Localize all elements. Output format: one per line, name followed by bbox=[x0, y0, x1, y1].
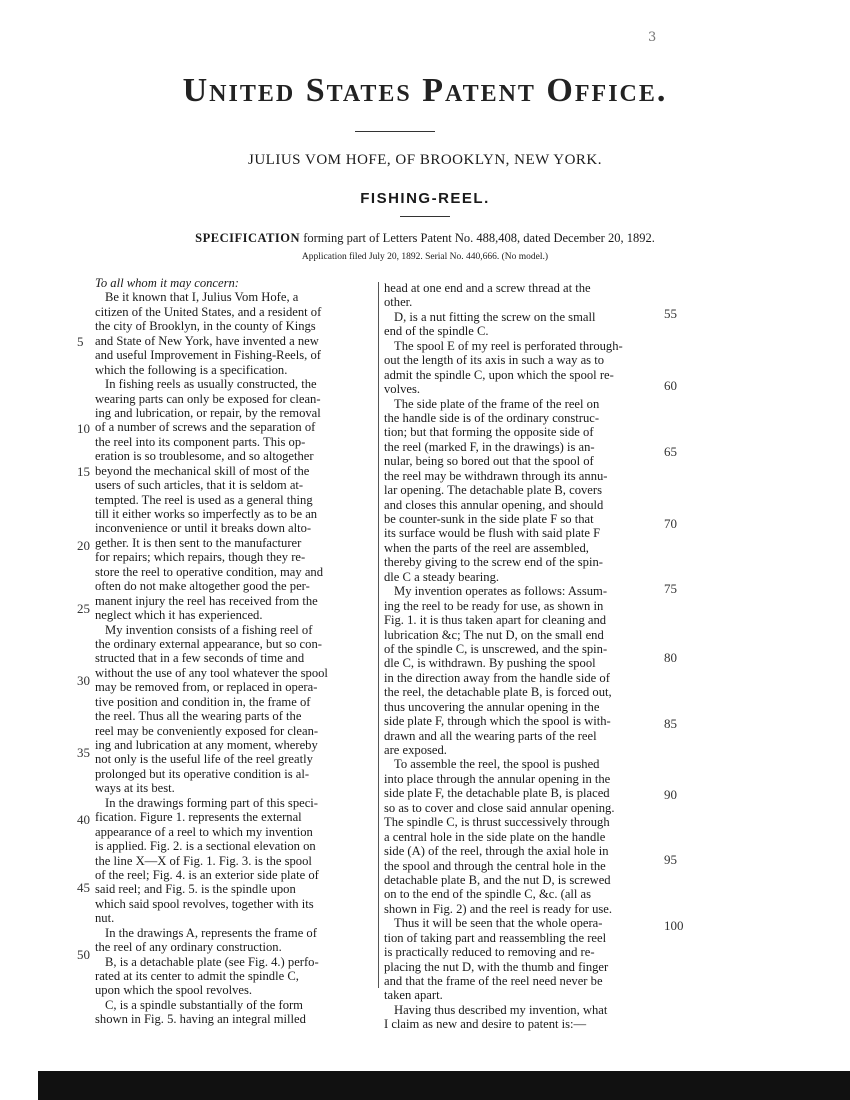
inventor-line: JULIUS VOM HOFE, OF BROOKLYN, NEW YORK. bbox=[248, 152, 602, 168]
text-line: thereby giving to the screw end of the spin- bbox=[384, 555, 603, 570]
text-line: tion of taking part and reassembling the reel bbox=[384, 930, 607, 945]
line-number: 90 bbox=[664, 787, 677, 802]
text-line: To assemble the reel, the spool is pushed bbox=[394, 757, 600, 772]
text-line: reel may be conveniently exposed for clean- bbox=[95, 723, 319, 738]
text-line: the reel (marked F, in the drawings) is an- bbox=[384, 439, 595, 454]
text-line: for repairs; which repairs, though they re- bbox=[95, 550, 306, 565]
text-line: placing the nut D, with the thumb and finger bbox=[384, 959, 609, 974]
text-line: its surface would be flush with said plate F bbox=[384, 526, 601, 541]
text-line: volves. bbox=[384, 382, 421, 397]
line-number: 50 bbox=[77, 947, 90, 962]
text-line: neglect which it has experienced. bbox=[95, 608, 263, 623]
text-line: upon which the spool revolves. bbox=[95, 983, 253, 998]
line-number: 70 bbox=[664, 516, 677, 531]
text-line: head at one end and a screw thread at the bbox=[384, 281, 591, 295]
line-number: 45 bbox=[77, 880, 90, 895]
text-line: shown in Fig. 2) and the reel is ready for use. bbox=[384, 901, 613, 916]
text-line: beyond the mechanical skill of most of the bbox=[95, 463, 310, 478]
text-line: detachable plate B, and the nut D, is screwed bbox=[384, 872, 611, 887]
invention-title: FISHING-REEL. bbox=[360, 190, 490, 207]
line-number: 5 bbox=[77, 334, 84, 349]
invention-rule bbox=[400, 216, 450, 217]
scanner-bottom-band bbox=[38, 1071, 850, 1100]
text-line: the handle side is of the ordinary construc- bbox=[384, 410, 600, 425]
text-line: tion; but that forming the opposite side of bbox=[384, 425, 594, 440]
text-line: the ordinary external appearance, but so con- bbox=[95, 636, 322, 651]
text-line: wearing parts can only be exposed for clean- bbox=[95, 391, 321, 406]
line-number: 100 bbox=[664, 918, 684, 933]
text-line: B, is a detachable plate (see Fig. 4.) perfo- bbox=[105, 954, 319, 969]
text-line: often do not make altogether good the per- bbox=[95, 579, 310, 594]
text-line: the reel, the detachable plate B, is forced out, bbox=[384, 685, 612, 700]
text-line: the reel into its component parts. This op- bbox=[95, 434, 306, 449]
text-line: ing the reel to be ready for use, as shown in bbox=[384, 598, 604, 613]
text-line: tempted. The reel is used as a general thing bbox=[95, 492, 313, 507]
text-line: be counter-sunk in the side plate F so that bbox=[384, 512, 594, 526]
text-line: without the use of any tool whatever the spool bbox=[95, 665, 328, 680]
text-line: the spool and through the central hole in the bbox=[384, 858, 606, 873]
text-line: tive position and condition in, the frame of bbox=[95, 694, 311, 709]
text-line: thus uncovering the annular opening in the bbox=[384, 699, 600, 714]
text-line: of the spindle C, is unscrewed, and the spin- bbox=[384, 641, 608, 656]
text-line: admit the spindle C, upon which the spool re- bbox=[384, 367, 614, 382]
line-number: 10 bbox=[77, 421, 90, 436]
text-line: nut. bbox=[95, 911, 115, 926]
line-number: 15 bbox=[77, 464, 90, 479]
line-number: 75 bbox=[664, 581, 677, 596]
text-line: is applied. Fig. 2. is a sectional elevation on bbox=[95, 839, 316, 854]
text-line: side plate F, the detachable plate B, is placed bbox=[384, 786, 610, 801]
text-line: are exposed. bbox=[384, 743, 447, 757]
text-line: Having thus described my invention, what bbox=[394, 1002, 608, 1017]
text-line: My invention consists of a fishing reel of bbox=[105, 622, 313, 637]
text-line: citizen of the United States, and a resident of bbox=[95, 304, 322, 319]
text-line: lar opening. The detachable plate B, covers bbox=[384, 483, 602, 498]
text-line: which said spool revolves, together with its bbox=[95, 896, 314, 911]
line-number: 80 bbox=[664, 650, 677, 665]
text-line: in the direction away from the handle side of bbox=[384, 670, 610, 685]
text-line: The spindle C, is thrust successively through bbox=[384, 815, 610, 830]
text-line: In the drawings forming part of this speci- bbox=[105, 795, 318, 810]
text-line: may be removed from, or replaced in opera- bbox=[95, 680, 318, 695]
text-line: structed that in a few seconds of time and bbox=[95, 651, 305, 666]
office-title: United States Patent Office. bbox=[182, 72, 668, 109]
specification-details: forming part of Letters Patent No. 488,408, dated December 20, 1892. bbox=[300, 231, 655, 245]
line-number: 55 bbox=[664, 306, 677, 321]
title-rule bbox=[355, 131, 435, 132]
line-number: 65 bbox=[664, 444, 677, 459]
specification-line bbox=[0, 231, 850, 246]
text-line: and State of New York, have invented a new bbox=[95, 333, 319, 348]
text-line: and that the frame of the reel need never be bbox=[384, 974, 603, 988]
text-line: and closes this annular opening, and should bbox=[384, 497, 604, 512]
text-line: said reel; and Fig. 5. is the spindle upon bbox=[95, 882, 296, 897]
line-number: 30 bbox=[77, 673, 90, 688]
text-line: of the reel; Fig. 4. is an exterior side plate of bbox=[95, 867, 319, 882]
text-line: dle C a steady bearing. bbox=[384, 569, 500, 584]
text-line: into place through the annular opening in the bbox=[384, 771, 611, 786]
text-line: side (A) of the reel, through the axial hole in bbox=[384, 844, 609, 859]
text-line: users of such articles, that it is seldom at- bbox=[95, 478, 304, 493]
text-line: side plate F, through which the spool is with- bbox=[384, 714, 611, 729]
text-line: lubrication &c; The nut D, on the small end bbox=[384, 627, 604, 642]
text-line: fication. Figure 1. represents the external bbox=[95, 810, 302, 825]
text-line: inconvenience or until it breaks down alto- bbox=[95, 521, 312, 536]
specification-lead: SPECIFICATION bbox=[195, 231, 301, 245]
application-line: Application filed July 20, 1892. Serial No. 440,666. (No model.) bbox=[301, 252, 549, 262]
text-line: till it either works so imperfectly as to be an bbox=[95, 507, 318, 521]
text-line: gether. It is then sent to the manufacturer bbox=[95, 535, 302, 550]
text-line: the reel may be withdrawn through its annu- bbox=[384, 468, 608, 483]
text-line: prolonged but its operative condition is al- bbox=[95, 766, 310, 781]
text-line: Fig. 1. it is thus taken apart for cleaning and bbox=[384, 613, 607, 628]
text-line: the line X—X of Fig. 1. Fig. 3. is the spool bbox=[95, 853, 312, 868]
text-line: In the drawings A, represents the frame of bbox=[105, 925, 317, 940]
line-number: 40 bbox=[77, 812, 90, 827]
text-line: C, is a spindle substantially of the form bbox=[105, 997, 303, 1012]
text-line: the reel of any ordinary construction. bbox=[95, 940, 282, 955]
text-line: so as to cover and close said annular opening. bbox=[384, 800, 615, 815]
text-line: is practically reduced to removing and re- bbox=[384, 945, 595, 960]
line-number: 20 bbox=[77, 538, 90, 553]
text-line: Be it known that I, Julius Vom Hofe, a bbox=[105, 290, 299, 305]
text-line: appearance of a reel to which my invention bbox=[95, 824, 313, 839]
line-number: 85 bbox=[664, 716, 677, 731]
text-line: My invention operates as follows: Assum- bbox=[394, 584, 608, 599]
text-line: To all whom it may concern: bbox=[95, 276, 240, 290]
text-line: In fishing reels as usually constructed, the bbox=[105, 377, 317, 392]
text-line: The side plate of the frame of the reel on bbox=[394, 396, 600, 411]
text-line: ing and lubrication, or repair, by the removal bbox=[95, 405, 321, 420]
text-line: not only is the useful life of the reel greatly bbox=[95, 752, 313, 767]
text-line: ing and lubrication at any moment, whereby bbox=[95, 738, 318, 752]
left-column bbox=[95, 276, 373, 1027]
text-line: the reel. Thus all the wearing parts of the bbox=[95, 709, 302, 724]
line-number: 25 bbox=[77, 601, 90, 616]
line-number: 95 bbox=[664, 852, 677, 867]
text-line: which the following is a specification. bbox=[95, 362, 288, 377]
text-line: I claim as new and desire to patent is:— bbox=[384, 1017, 587, 1032]
text-line: ways at its best. bbox=[95, 781, 175, 796]
right-column bbox=[384, 281, 662, 1032]
text-line: end of the spindle C. bbox=[384, 324, 489, 339]
text-line: other. bbox=[384, 295, 413, 310]
text-line: Thus it will be seen that the whole opera- bbox=[394, 916, 603, 931]
page-number: 3 bbox=[648, 30, 657, 45]
text-line: when the parts of the reel are assembled, bbox=[384, 540, 589, 555]
text-line: nular, being so bored out that the spool of bbox=[384, 454, 594, 469]
text-line: out the length of its axis in such a way as to bbox=[384, 353, 605, 368]
text-line: shown in Fig. 5. having an integral milled bbox=[95, 1012, 306, 1027]
text-line: drawn and all the wearing parts of the reel bbox=[384, 728, 597, 743]
text-line: the city of Brooklyn, in the county of Kings bbox=[95, 319, 316, 334]
line-number: 35 bbox=[77, 745, 90, 760]
text-line: and useful Improvement in Fishing-Reels, of bbox=[95, 348, 321, 363]
text-line: store the reel to operative condition, may and bbox=[95, 564, 324, 579]
text-line: dle C, is withdrawn. By pushing the spool bbox=[384, 656, 596, 671]
text-line: eration is so troublesome, and so altogether bbox=[95, 449, 314, 464]
text-line: manent injury the reel has received from the bbox=[95, 593, 318, 608]
text-line: a central hole in the side plate on the handle bbox=[384, 829, 606, 844]
text-line: rated at its center to admit the spindle C, bbox=[95, 969, 299, 983]
column-divider bbox=[378, 282, 379, 988]
text-line: on to the end of the spindle C, &c. (all as bbox=[384, 887, 592, 902]
text-line: taken apart. bbox=[384, 988, 443, 1003]
text-line: D, is a nut fitting the screw on the small bbox=[394, 309, 596, 324]
line-number: 60 bbox=[664, 378, 677, 393]
text-line: of a number of screws and the separation of bbox=[95, 420, 316, 435]
text-line: The spool E of my reel is perforated through- bbox=[394, 338, 623, 353]
